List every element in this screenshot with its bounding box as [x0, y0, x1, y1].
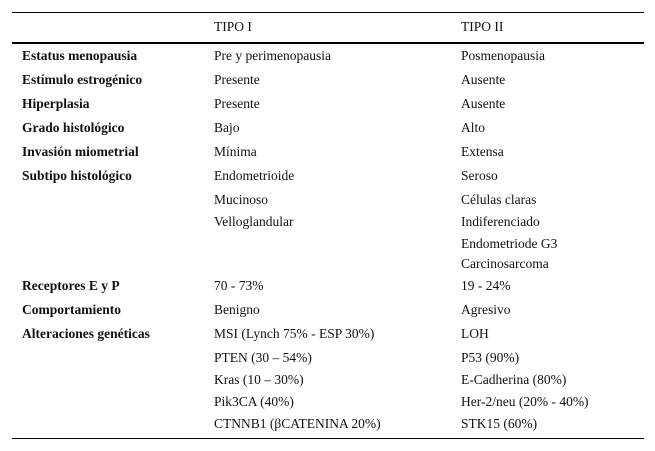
- cell-tipo-ii: Seroso: [461, 168, 498, 183]
- cell-tipo-i: Endometrioide: [214, 168, 295, 183]
- cell-tipo-ii: LOH: [461, 326, 489, 341]
- row-label: Grado histológico: [22, 120, 125, 135]
- cell-tipo-i: Pik3CA (40%): [214, 394, 294, 409]
- cell-tipo-i: Presente: [214, 96, 260, 111]
- cell-tipo-ii: Posmenopausia: [461, 48, 545, 63]
- cell-tipo-i: Pre y perimenopausia: [214, 48, 331, 63]
- row-label: Hiperplasia: [22, 96, 90, 111]
- cell-tipo-ii: P53 (90%): [461, 350, 520, 365]
- header-tipo-ii: TIPO II: [461, 19, 504, 34]
- row-label: Invasión miometrial: [22, 144, 139, 159]
- cell-tipo-ii: Alto: [461, 120, 486, 135]
- cell-tipo-ii: Ausente: [461, 72, 506, 87]
- cell-tipo-ii: STK15 (60%): [461, 416, 538, 431]
- cell-tipo-ii: Her-2/neu (20% - 40%): [461, 394, 589, 409]
- table-header-rule: [12, 42, 644, 44]
- row-label: Estatus menopausia: [22, 48, 138, 63]
- cell-tipo-i: Benigno: [214, 302, 260, 317]
- cell-tipo-ii: Agresivo: [461, 302, 511, 317]
- row-label: Comportamiento: [22, 302, 121, 317]
- row-label: Estímulo estrogénico: [22, 72, 143, 87]
- row-label: Alteraciones genéticas: [22, 326, 150, 341]
- row-label: Subtipo histológico: [22, 168, 132, 183]
- cell-tipo-i: MSI (Lynch 75% - ESP 30%): [214, 326, 375, 341]
- cell-tipo-i: Bajo: [214, 120, 240, 135]
- row-label: Receptores E y P: [22, 278, 120, 293]
- cell-tipo-i: Mínima: [214, 144, 257, 159]
- cell-tipo-ii: Ausente: [461, 96, 506, 111]
- table-bottom-rule: [12, 438, 644, 439]
- cell-tipo-i: Mucinoso: [214, 192, 268, 207]
- cell-tipo-ii: Endometriode G3: [461, 236, 558, 251]
- cell-tipo-i: 70 - 73%: [214, 278, 264, 293]
- cell-tipo-i: Velloglandular: [214, 214, 294, 229]
- cell-tipo-i: PTEN (30 – 54%): [214, 350, 312, 365]
- cell-tipo-ii: 19 - 24%: [461, 278, 511, 293]
- cell-tipo-ii: Carcinosarcoma: [461, 256, 549, 271]
- cell-tipo-i: CTNNB1 (βCATENINA 20%): [214, 416, 381, 431]
- cell-tipo-ii: Extensa: [461, 144, 504, 159]
- table-top-rule: [12, 12, 644, 13]
- header-tipo-i: TIPO I: [214, 19, 252, 34]
- cell-tipo-ii: Indiferenciado: [461, 214, 540, 229]
- cell-tipo-ii: Células claras: [461, 192, 537, 207]
- cell-tipo-i: Presente: [214, 72, 260, 87]
- cell-tipo-i: Kras (10 – 30%): [214, 372, 304, 387]
- cell-tipo-ii: E-Cadherina (80%): [461, 372, 567, 387]
